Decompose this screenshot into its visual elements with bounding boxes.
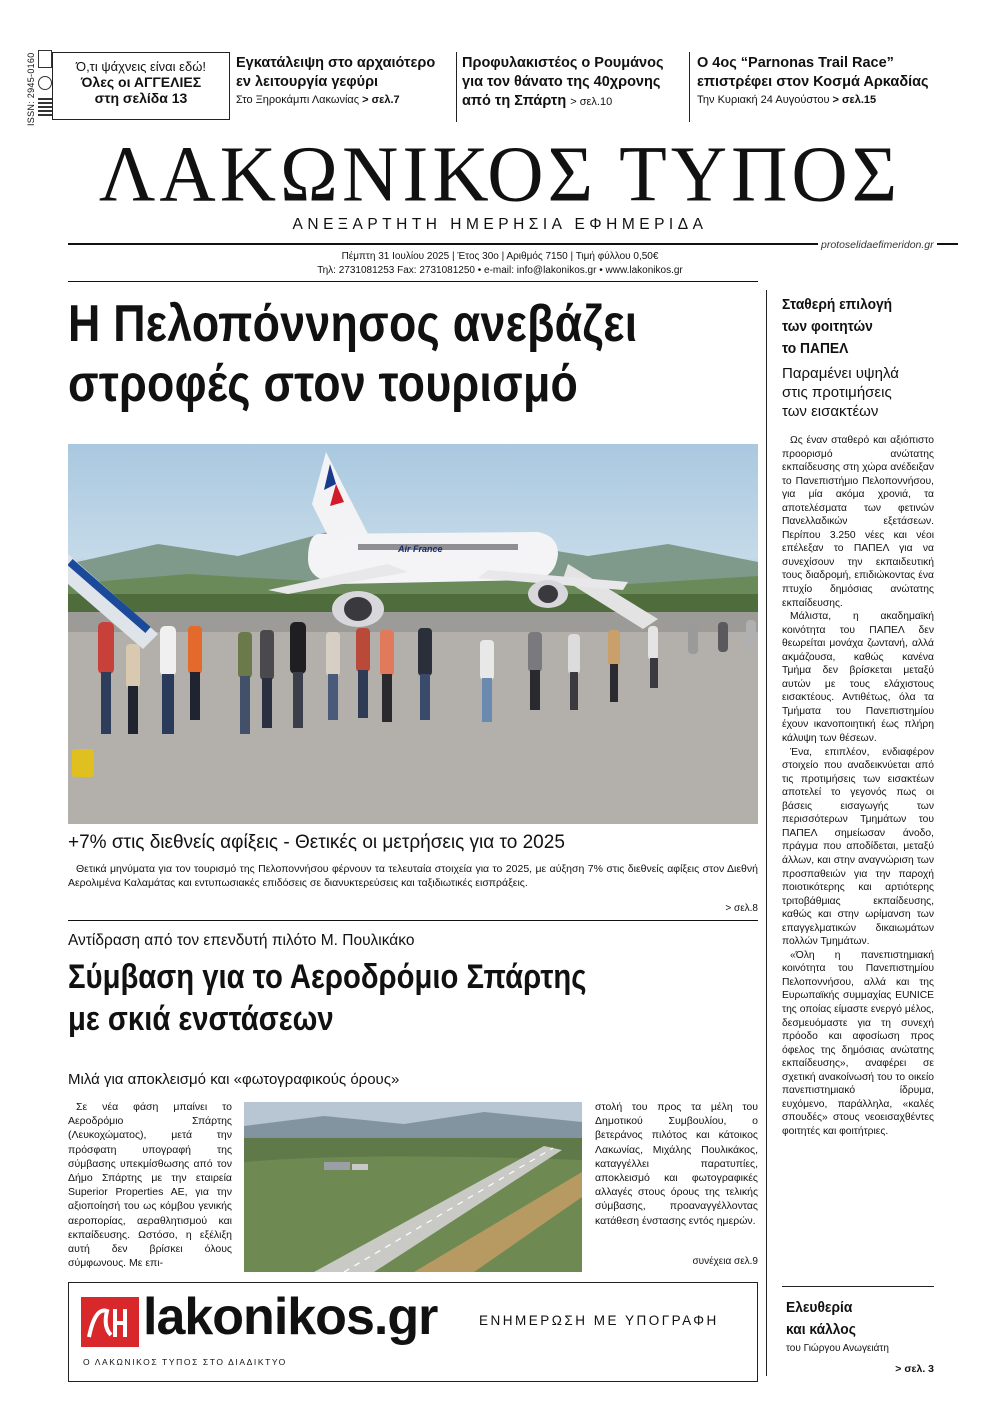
second-kicker: Αντίδραση από τον επενδυτή πιλότο Μ. Πουλικάκο [68,932,415,949]
second-headline-line1: Σύμβαση για το Αεροδρόμιο Σπάρτης [68,958,587,996]
sidebar-subhead-line2: στις προτιμήσεις [782,384,892,401]
teaser-sub: Στο Ξηροκάμπι Λακωνίας > σελ.7 [236,94,400,106]
opinion-headline[interactable] [786,1297,924,1341]
second-body-col1: Σε νέα φάση μπαίνει το Αεροδρόμιο Σπάρτης (Λευκοχώματος), μετά την πρόσφατη υπογραφή της σύμβασης υπεκμίσθωσης από τον Δήμο Σπάρτης με την εταιρεία Superior Properties AE, για την αξιοποίησή του ως κόμβου γενικής αεροπορίας, αεραθλητισμού και εκπαίδευσης. Ωστόσο, η εξέλιξη αυτή δεν βρίσκει όλους σύμφωνους. Με επι- [68,1101,232,1270]
main-subhead: +7% στις διεθνείς αφίξεις - Θετικές οι μετρήσεις για το 2025 [68,832,565,853]
opinion-headline-line2: και κάλλος [786,1321,856,1338]
opinion-headline-line1: Ελευθερία [786,1299,853,1316]
teaser-bridge[interactable] [236,54,450,106]
classifieds-line1: Ό,τι ψάχνεις είναι εδώ! [76,59,206,74]
main-headline[interactable] [68,294,773,414]
teaser-title: Προφυλακιστέος ο Ρουμάνος [462,55,664,71]
issn-text: ISSN: 2945-0160 [26,52,36,126]
opinion-page-ref[interactable]: > σελ. 3 [895,1363,934,1375]
teaser-ref: > σελ.10 [570,96,613,108]
sidebar-headline-line1: Σταθερή επιλογή [782,296,893,313]
sidebar-body [782,434,934,1138]
teaser-trail-race[interactable] [697,54,947,106]
sidebar-subhead-line3: των εισακτέων [782,403,879,420]
teaser-court[interactable] [462,54,682,112]
sidebar-paragraph: Ως έναν σταθερό και αξιόπιστο προορισμό ανώτατης εκπαίδευσης στη χώρα ανέδειξαν το Πανεπιστήμιο Πελοποννήσου, για μία ακόμα χρονιά, τα αποτελέσματα των φετινών Πανελλαδικών εξετάσεων. Περίπου 3.250 νέες και νέοι επέλεξαν το ΠΑΠΕΛ για να συνεχίσουν την εκπαιδευτική τους διαδρομή, επιδιώκοντας ένα πτυχίο δημόσιας ανώτατης εκπαίδευσης. [782,435,934,609]
main-headline-line1: Η Πελοπόννησος ανεβάζει [68,295,638,353]
sidebar-paragraph: «Όλη η πανεπιστημιακή κοινότητα του Πανεπιστημίου Πελοποννήσου, αλλά και της Ευρωπαϊκής συμμαχίας EUNICE της οποίας είμαστε ενεργό μέλος, δεσμευόμαστε για τη συνεχή πρόοδο και αφοσίωση προς όφελος της δημόσιας ανώτατης εκπαίδευσης», αναφέρει σε σχετική ανακοίνωσή του το οικείο πανεπιστημιακό ίδρυμα, ευχόμενο, παράλληλα, «καλές σπουδές» στους νεοεισαχθέντες φοιτητές και φοιτήτριες. [782,949,934,1137]
dateline-rule [68,281,758,282]
classifieds-box[interactable] [52,52,230,120]
opinion-rule [782,1286,934,1287]
teaser-sub: Την Κυριακή 24 Αυγούστου > σελ.15 [697,94,877,106]
sidebar-paragraph: Ένα, επιπλέον, ενδιαφέρον στοιχείο που αναδεικνύεται από τις προτιμήσεις των εισακτέων αποτελεί το γεγονός πως οι βάσεις εισαγωγής των περισσότερων Τμημάτων του ΠΑΠΕΛ σημείωσαν άνοδο, πράγμα που αποδίδεται, μεταξύ άλλων, και στην αναγνώριση των προσπαθειών για την παροχή ποιοτικότερης και αρτιότερης τριτοβάθμιας εκπαίδευσης, καθώς και στην ωρίμανση των επαγγελματικών δικαιωμάτων πολλών Τμημάτων. [782,746,934,948]
sidebar-headline-line3: το ΠΑΠΕΛ [782,340,849,357]
teaser-title: από τη Σπάρτη > σελ.10 [462,93,613,109]
second-body-col2: στολή του προς τα μέλη του Δημοτικού Συμβουλίου, ο βετεράνος πιλότος και κάτοικος Λακωνίας, Μιχάλης Πουλικάκος, καταγγέλλει παρατυπίες, αποκλεισμό και φωτογραφικές αλλαγές στους όρους της τελικής σύμβασης, προαναγγέλλοντας κατάθεση ένστασης εντός ημερών. [595,1101,758,1227]
main-page-ref[interactable]: > σελ.8 [725,903,758,914]
sidebar-paragraph: Μάλιστα, η ακαδημαϊκή κοινότητα του ΠΑΠΕΛ δεν θεωρείται μονάχα ζωντανή, αλλά ακμάζουσα, καθώς κανένα Τμήμα δεν βρίσκεται μεταξύ αυτών με τους ελάχιστους εισακτέους. Αντιθέτως, όλα τα Τμήματα του Πανεπιστημίου έχουν ικανοποιητική έως πλήρη κάλυψη των θέσεων. [782,611,934,745]
barcode-icon [38,98,52,118]
opinion-author: του Γιώργου Ανωγειάτη [786,1343,889,1354]
sidebar-headline[interactable] [782,294,929,360]
sidebar-subhead [782,364,942,421]
dateline-issue: Πέμπτη 31 Ιουλίου 2025 | Έτος 30ο | Αριθμός 7150 | Τιμή φύλλου 0,50€ [341,251,659,262]
airport-photo [68,444,758,824]
lakonikos-logo-icon [81,1297,139,1347]
second-page-ref[interactable]: συνέχεια σελ.9 [692,1256,758,1267]
teaser-divider [689,52,690,122]
dateline-contact: Τηλ: 2731081253 Fax: 2731081250 • e-mail: info@lakonikos.gr • www.lakonikos.gr [317,265,683,276]
sidebar-headline-line2: των φοιτητών [782,318,873,335]
second-headline-line2: με σκιά ενστάσεων [68,1000,334,1038]
dateline [240,250,760,278]
second-subhead: Μιλά για αποκλεισμό και «φωτογραφικούς όρους» [68,1071,400,1088]
banner-tagline: Ο ΛΑΚΩΝΙΚΟΣ ΤΥΠΟΣ ΣΤΟ ΔΙΑΔΙΚΤΥΟ [83,1357,287,1367]
second-headline[interactable] [68,956,773,1040]
seal-icon [38,76,52,90]
classifieds-line2: Όλες οι ΑΓΓΕΛΙΕΣ [80,74,202,90]
airfield-photo [244,1102,582,1272]
sidebar-rule [766,290,767,1376]
teaser-title: εν λειτουργία γεφύρι [236,74,379,90]
watermark-site: protoselidaefimeridon.gr [818,239,937,251]
masthead-subtitle: ΑΝΕΞΑΡΤΗΤΗ ΗΜΕΡΗΣΙΑ ΕΦΗΜΕΡΙΔΑ [292,216,708,233]
publisher-logos [38,50,52,120]
main-body: Θετικά μηνύματα για τον τουρισμό της Πελοποννήσου φέρνουν τα τελευταία στοιχεία για το 2025, με αύξηση 7% στις διεθνείς αφίξεις στον Διεθνή Αερολιμένα Καλαμάτας και εντυπωσιακές επιδόσεις σε διανυκτερεύσεις και ταξιδιωτικές εισπράξεις. [68,863,758,889]
banner-slogan: ΕΝΗΜΕΡΩΣΗ ΜΕ ΥΠΟΓΡΑΦΗ [479,1313,719,1328]
banner-site: lakonikos.gr [143,1288,438,1346]
main-headline-line2: στροφές στον τουρισμό [68,355,579,413]
eata-logo-icon [38,50,52,68]
teaser-ref: > σελ.15 [832,94,877,106]
airline-livery-text: Air France [398,544,443,554]
lakonikos-banner[interactable] [68,1282,758,1382]
classifieds-line3: στη σελίδα 13 [94,90,188,106]
teaser-divider [456,52,457,122]
teaser-ref: > σελ.7 [362,94,400,106]
teaser-title: επιστρέφει στον Κοσμά Αρκαδίας [697,74,929,90]
sidebar-subhead-line1: Παραμένει υψηλά [782,365,899,382]
section-rule [68,920,758,921]
teaser-title: Εγκατάλειψη στο αρχαιότερο [236,55,436,71]
masthead-title: ΛΑΚΩΝΙΚΟΣ ΤΥΠΟΣ [98,129,902,218]
teaser-title: Ο 4ος “Parnonas Trail Race” [697,55,894,71]
teaser-title: για τον θάνατο της 40χρονης [462,74,661,90]
